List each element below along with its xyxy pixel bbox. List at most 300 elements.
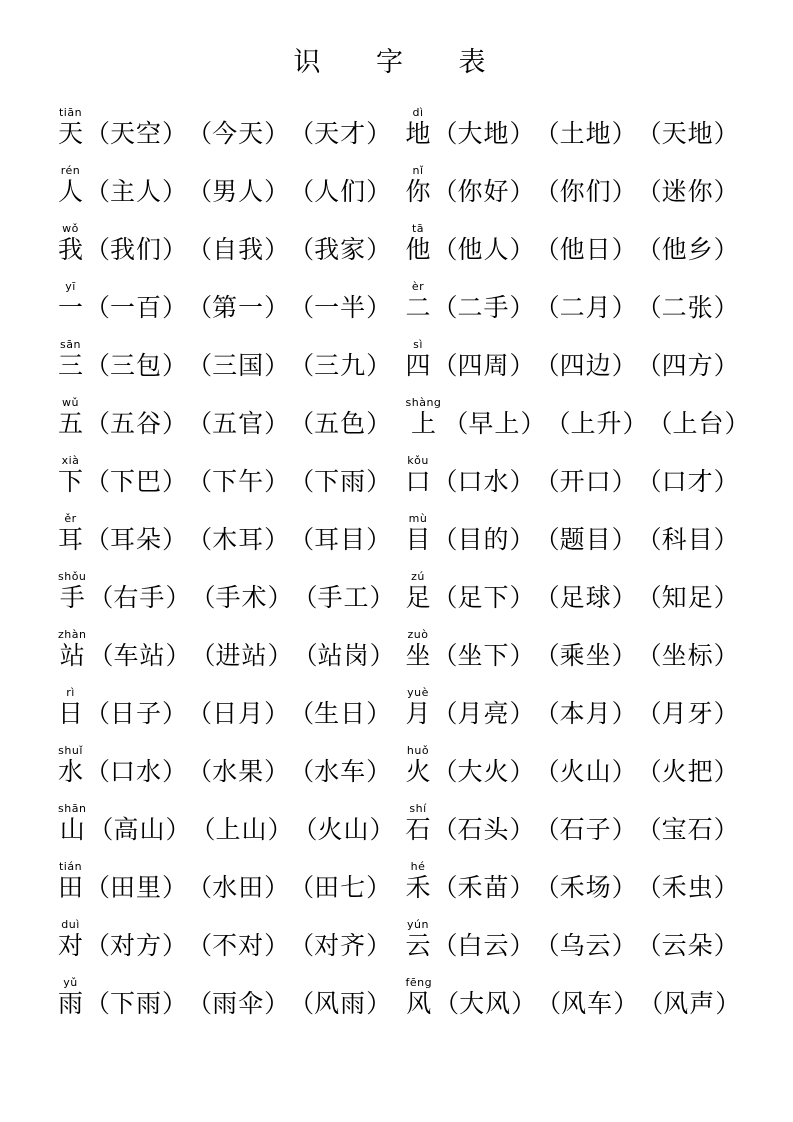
word-parenthesized: （今天） <box>187 121 290 148</box>
word-list <box>434 991 740 1019</box>
word-parenthesized: （天地） <box>636 121 739 148</box>
word-item: 风雨 <box>314 991 367 1018</box>
word-item: 下雨 <box>110 991 163 1018</box>
word-item: 雨伞 <box>212 991 265 1018</box>
word-item: 大火 <box>457 759 510 786</box>
word-item: 月牙 <box>661 701 714 728</box>
word-parenthesized: （你好） <box>432 179 535 206</box>
entry-right <box>406 454 754 497</box>
entry-left <box>58 570 406 613</box>
word-parenthesized: （右手） <box>88 585 191 612</box>
word-item: 下巴 <box>110 469 163 496</box>
word-parenthesized: （一百） <box>85 295 188 322</box>
word-list <box>433 121 739 149</box>
word-item: 开口 <box>559 469 612 496</box>
entry-left <box>58 512 406 555</box>
word-parenthesized: （开口） <box>534 469 637 496</box>
word-parenthesized: （主人） <box>85 179 188 206</box>
head-character <box>406 802 431 845</box>
word-parenthesized: （知足） <box>636 585 739 612</box>
head-character <box>58 802 86 845</box>
word-item: 水果 <box>212 759 265 786</box>
character-row <box>58 149 753 207</box>
word-item: 手术 <box>215 585 268 612</box>
word-parenthesized: （大地） <box>432 121 535 148</box>
character-glyph: 人 <box>58 179 84 206</box>
word-list <box>85 353 391 381</box>
character-glyph: 石 <box>405 817 431 844</box>
word-item: 天地 <box>661 121 714 148</box>
word-item: 火山 <box>559 759 612 786</box>
word-item: 田七 <box>314 875 367 902</box>
word-item: 五色 <box>314 411 367 438</box>
word-list <box>433 237 739 265</box>
head-character <box>406 512 431 555</box>
word-item: 禾虫 <box>661 875 714 902</box>
word-list <box>433 353 739 381</box>
entry-left <box>58 454 406 497</box>
pinyin: shuǐ <box>58 744 83 757</box>
character-glyph: 五 <box>58 411 84 438</box>
word-list <box>85 179 391 207</box>
character-glyph: 口 <box>405 469 431 496</box>
word-parenthesized: （田七） <box>289 875 392 902</box>
word-parenthesized: （五官） <box>187 411 290 438</box>
pinyin: mù <box>408 512 428 525</box>
character-glyph: 月 <box>405 701 431 728</box>
character-row <box>58 207 753 265</box>
character-glyph: 风 <box>406 991 432 1018</box>
character-row <box>58 845 753 903</box>
head-character <box>406 396 442 439</box>
word-parenthesized: （五色） <box>289 411 392 438</box>
word-item: 自我 <box>212 237 265 264</box>
word-item: 二月 <box>559 295 612 322</box>
word-parenthesized: （男人） <box>187 179 290 206</box>
character-glyph: 二 <box>405 295 431 322</box>
pinyin: wǔ <box>62 396 79 409</box>
head-character <box>406 860 431 903</box>
word-parenthesized: （对方） <box>85 933 188 960</box>
word-parenthesized: （他日） <box>534 237 637 264</box>
word-parenthesized: （水果） <box>187 759 290 786</box>
word-parenthesized: （下巴） <box>85 469 188 496</box>
word-parenthesized: （云朵） <box>636 933 739 960</box>
character-glyph: 下 <box>58 469 84 496</box>
word-item: 水田 <box>212 875 265 902</box>
word-parenthesized: （火把） <box>636 759 739 786</box>
pinyin: yuè <box>407 686 429 699</box>
word-parenthesized: （风车） <box>536 991 639 1018</box>
word-list <box>433 759 739 787</box>
character-glyph: 坐 <box>405 643 431 670</box>
word-parenthesized: （四边） <box>534 353 637 380</box>
word-parenthesized: （车站） <box>88 643 191 670</box>
word-item: 我家 <box>314 237 367 264</box>
word-list <box>433 933 739 961</box>
word-item: 天空 <box>110 121 163 148</box>
head-character <box>58 396 83 439</box>
word-list <box>433 875 739 903</box>
head-character <box>406 222 431 265</box>
word-item: 石头 <box>457 817 510 844</box>
word-item: 三包 <box>110 353 163 380</box>
pinyin: fēng <box>405 976 433 989</box>
word-item: 五官 <box>212 411 265 438</box>
word-list <box>433 295 739 323</box>
word-item: 四方 <box>661 353 714 380</box>
word-item: 对齐 <box>314 933 367 960</box>
character-glyph: 手 <box>59 585 85 612</box>
word-list <box>88 817 394 845</box>
entry-left <box>58 628 406 671</box>
word-parenthesized: （乘坐） <box>534 643 637 670</box>
word-item: 下雨 <box>314 469 367 496</box>
pinyin: huǒ <box>406 744 430 757</box>
word-list <box>433 643 739 671</box>
head-character <box>58 454 83 497</box>
entry-left <box>58 338 406 381</box>
word-item: 早上 <box>468 411 521 438</box>
word-parenthesized: （风声） <box>638 991 741 1018</box>
word-item: 一百 <box>110 295 163 322</box>
character-glyph: 我 <box>58 237 84 264</box>
entry-right <box>406 744 754 787</box>
pinyin: rén <box>60 164 81 177</box>
word-item: 足球 <box>559 585 612 612</box>
head-character <box>406 280 431 323</box>
character-rows <box>18 91 775 1019</box>
word-parenthesized: （水田） <box>187 875 290 902</box>
word-item: 一半 <box>314 295 367 322</box>
character-glyph: 水 <box>58 759 84 786</box>
head-character <box>406 164 431 207</box>
word-item: 站岗 <box>317 643 370 670</box>
pinyin: èr <box>411 280 425 293</box>
head-character <box>58 570 86 613</box>
character-row <box>58 903 753 961</box>
word-parenthesized: （口才） <box>636 469 739 496</box>
word-list <box>85 527 391 555</box>
word-parenthesized: （上台） <box>647 411 750 438</box>
head-character <box>406 686 431 729</box>
head-character <box>58 686 83 729</box>
word-list <box>85 469 391 497</box>
character-row <box>58 613 753 671</box>
word-list <box>85 121 391 149</box>
head-character <box>58 512 83 555</box>
character-glyph: 你 <box>405 179 431 206</box>
word-item: 口水 <box>110 759 163 786</box>
word-parenthesized: （对齐） <box>289 933 392 960</box>
word-item: 乌云 <box>559 933 612 960</box>
word-item: 题目 <box>559 527 612 554</box>
word-item: 男人 <box>212 179 265 206</box>
entry-left <box>58 106 406 149</box>
word-parenthesized: （早上） <box>443 411 546 438</box>
word-parenthesized: （不对） <box>187 933 290 960</box>
word-item: 云朵 <box>661 933 714 960</box>
pinyin: rì <box>66 686 75 699</box>
entry-right <box>406 222 754 265</box>
head-character <box>58 280 83 323</box>
entry-left <box>58 222 406 265</box>
word-parenthesized: （耳目） <box>289 527 392 554</box>
word-parenthesized: （三九） <box>289 353 392 380</box>
word-list <box>88 585 394 613</box>
word-list <box>85 759 391 787</box>
entry-right <box>406 338 754 381</box>
character-glyph: 禾 <box>405 875 431 902</box>
word-parenthesized: （木耳） <box>187 527 290 554</box>
word-parenthesized: （禾场） <box>534 875 637 902</box>
character-row <box>58 787 753 845</box>
character-glyph: 田 <box>58 875 84 902</box>
head-character <box>406 918 431 961</box>
head-character <box>406 570 431 613</box>
pinyin: zuò <box>407 628 429 641</box>
word-item: 大地 <box>457 121 510 148</box>
pinyin: sān <box>60 338 81 351</box>
entry-right <box>406 164 754 207</box>
word-item: 坐标 <box>661 643 714 670</box>
word-item: 生日 <box>314 701 367 728</box>
pinyin: ěr <box>64 512 77 525</box>
word-parenthesized: （天才） <box>289 121 392 148</box>
entry-left <box>58 918 406 961</box>
word-item: 足下 <box>457 585 510 612</box>
word-item: 石子 <box>559 817 612 844</box>
word-item: 白云 <box>457 933 510 960</box>
word-item: 我们 <box>110 237 163 264</box>
word-item: 日子 <box>110 701 163 728</box>
word-parenthesized: （四方） <box>636 353 739 380</box>
word-parenthesized: （石头） <box>432 817 535 844</box>
character-glyph: 云 <box>405 933 431 960</box>
character-glyph: 上 <box>410 411 436 438</box>
pinyin: dì <box>412 106 424 119</box>
character-glyph: 四 <box>405 353 431 380</box>
word-item: 不对 <box>212 933 265 960</box>
word-item: 大风 <box>459 991 512 1018</box>
character-glyph: 山 <box>59 817 85 844</box>
entry-right <box>406 802 754 845</box>
word-parenthesized: （生日） <box>289 701 392 728</box>
pinyin: yī <box>65 280 76 293</box>
word-item: 木耳 <box>212 527 265 554</box>
word-parenthesized: （手工） <box>292 585 395 612</box>
pinyin: sì <box>413 338 423 351</box>
word-parenthesized: （禾虫） <box>636 875 739 902</box>
word-parenthesized: （人们） <box>289 179 392 206</box>
entry-left <box>58 164 406 207</box>
word-item: 耳朵 <box>110 527 163 554</box>
word-parenthesized: （三国） <box>187 353 290 380</box>
head-character <box>58 106 83 149</box>
word-item: 二手 <box>457 295 510 322</box>
word-list <box>433 179 739 207</box>
character-glyph: 站 <box>59 643 85 670</box>
word-list <box>85 991 391 1019</box>
head-character <box>406 106 431 149</box>
pinyin: shàng <box>405 396 442 409</box>
word-parenthesized: （大火） <box>432 759 535 786</box>
word-parenthesized: （乌云） <box>534 933 637 960</box>
entry-right <box>406 976 754 1019</box>
word-parenthesized: （禾苗） <box>432 875 535 902</box>
character-row <box>58 497 753 555</box>
word-list <box>433 701 739 729</box>
pinyin: wǒ <box>62 222 79 235</box>
entry-left <box>58 976 406 1019</box>
word-item: 乘坐 <box>559 643 612 670</box>
character-glyph: 天 <box>58 121 84 148</box>
word-parenthesized: （水车） <box>289 759 392 786</box>
head-character <box>58 976 83 1019</box>
word-item: 风声 <box>663 991 716 1018</box>
entry-right <box>406 280 754 323</box>
character-glyph: 日 <box>58 701 84 728</box>
word-item: 进站 <box>215 643 268 670</box>
character-glyph: 足 <box>405 585 431 612</box>
character-row <box>58 729 753 787</box>
character-glyph: 目 <box>405 527 431 554</box>
word-item: 上台 <box>672 411 725 438</box>
word-parenthesized: （坐下） <box>432 643 535 670</box>
pinyin: tián <box>58 860 83 873</box>
word-parenthesized: （题目） <box>534 527 637 554</box>
character-glyph: 耳 <box>58 527 84 554</box>
head-character <box>58 222 83 265</box>
character-row <box>58 555 753 613</box>
word-parenthesized: （上山） <box>190 817 293 844</box>
word-parenthesized: （口水） <box>85 759 188 786</box>
character-glyph: 对 <box>58 933 84 960</box>
word-item: 二张 <box>661 295 714 322</box>
word-parenthesized: （月亮） <box>432 701 535 728</box>
entry-right <box>406 106 754 149</box>
word-list <box>85 701 391 729</box>
pinyin: zhàn <box>58 628 87 641</box>
character-row <box>58 671 753 729</box>
character-row <box>58 381 753 439</box>
word-parenthesized: （宝石） <box>636 817 739 844</box>
word-item: 田里 <box>110 875 163 902</box>
head-character <box>58 744 83 787</box>
word-parenthesized: （下雨） <box>85 991 188 1018</box>
pinyin: yǔ <box>63 976 78 989</box>
word-item: 五谷 <box>110 411 163 438</box>
word-parenthesized: （我们） <box>85 237 188 264</box>
word-parenthesized: （大风） <box>434 991 537 1018</box>
entry-left <box>58 280 406 323</box>
word-item: 下午 <box>212 469 265 496</box>
head-character <box>406 628 431 671</box>
word-list <box>433 817 739 845</box>
word-parenthesized: （日月） <box>187 701 290 728</box>
pinyin: tā <box>411 222 425 235</box>
word-parenthesized: （耳朵） <box>85 527 188 554</box>
word-item: 宝石 <box>661 817 714 844</box>
character-glyph: 他 <box>405 237 431 264</box>
pinyin: tiān <box>58 106 83 119</box>
pinyin: kǒu <box>407 454 429 467</box>
word-parenthesized: （白云） <box>432 933 535 960</box>
character-glyph: 火 <box>405 759 431 786</box>
word-parenthesized: （四周） <box>432 353 535 380</box>
word-parenthesized: （三包） <box>85 353 188 380</box>
word-list <box>433 527 739 555</box>
word-item: 三九 <box>314 353 367 380</box>
head-character <box>406 744 431 787</box>
entry-left <box>58 802 406 845</box>
word-item: 今天 <box>212 121 265 148</box>
word-item: 高山 <box>113 817 166 844</box>
word-item: 火山 <box>317 817 370 844</box>
word-item: 月亮 <box>457 701 510 728</box>
pinyin: zú <box>411 570 425 583</box>
word-item: 第一 <box>212 295 265 322</box>
entry-left <box>58 396 406 439</box>
word-parenthesized: （坐标） <box>636 643 739 670</box>
head-character <box>406 454 431 497</box>
word-parenthesized: （我家） <box>289 237 392 264</box>
word-parenthesized: （科目） <box>636 527 739 554</box>
word-item: 上升 <box>570 411 623 438</box>
word-parenthesized: （五谷） <box>85 411 188 438</box>
entry-right <box>406 628 754 671</box>
pinyin: shān <box>58 802 87 815</box>
head-character <box>58 628 86 671</box>
word-parenthesized: （雨伞） <box>187 991 290 1018</box>
word-item: 你好 <box>457 179 510 206</box>
pinyin: yún <box>407 918 429 931</box>
word-parenthesized: （下雨） <box>289 469 392 496</box>
entry-right <box>406 860 754 903</box>
word-item: 车站 <box>113 643 166 670</box>
entry-left <box>58 686 406 729</box>
word-item: 迷你 <box>661 179 714 206</box>
word-item: 上山 <box>215 817 268 844</box>
word-item: 本月 <box>559 701 612 728</box>
word-parenthesized: （自我） <box>187 237 290 264</box>
character-glyph: 雨 <box>58 991 84 1018</box>
word-parenthesized: （迷你） <box>636 179 739 206</box>
word-parenthesized: （本月） <box>534 701 637 728</box>
word-parenthesized: （你们） <box>534 179 637 206</box>
pinyin: hé <box>410 860 426 873</box>
word-parenthesized: （目的） <box>432 527 535 554</box>
word-parenthesized: （下午） <box>187 469 290 496</box>
word-item: 知足 <box>661 585 714 612</box>
word-parenthesized: （他乡） <box>636 237 739 264</box>
word-list <box>85 875 391 903</box>
word-parenthesized: （二手） <box>432 295 535 322</box>
word-parenthesized: （高山） <box>88 817 191 844</box>
word-item: 风车 <box>561 991 614 1018</box>
word-parenthesized: （足下） <box>432 585 535 612</box>
word-parenthesized: （火山） <box>292 817 395 844</box>
pinyin: duì <box>61 918 80 931</box>
head-character <box>406 976 433 1019</box>
word-item: 禾苗 <box>457 875 510 902</box>
character-glyph: 一 <box>58 295 84 322</box>
word-parenthesized: （风雨） <box>289 991 392 1018</box>
word-parenthesized: （田里） <box>85 875 188 902</box>
word-item: 科目 <box>661 527 714 554</box>
word-item: 土地 <box>559 121 612 148</box>
word-item: 禾场 <box>559 875 612 902</box>
